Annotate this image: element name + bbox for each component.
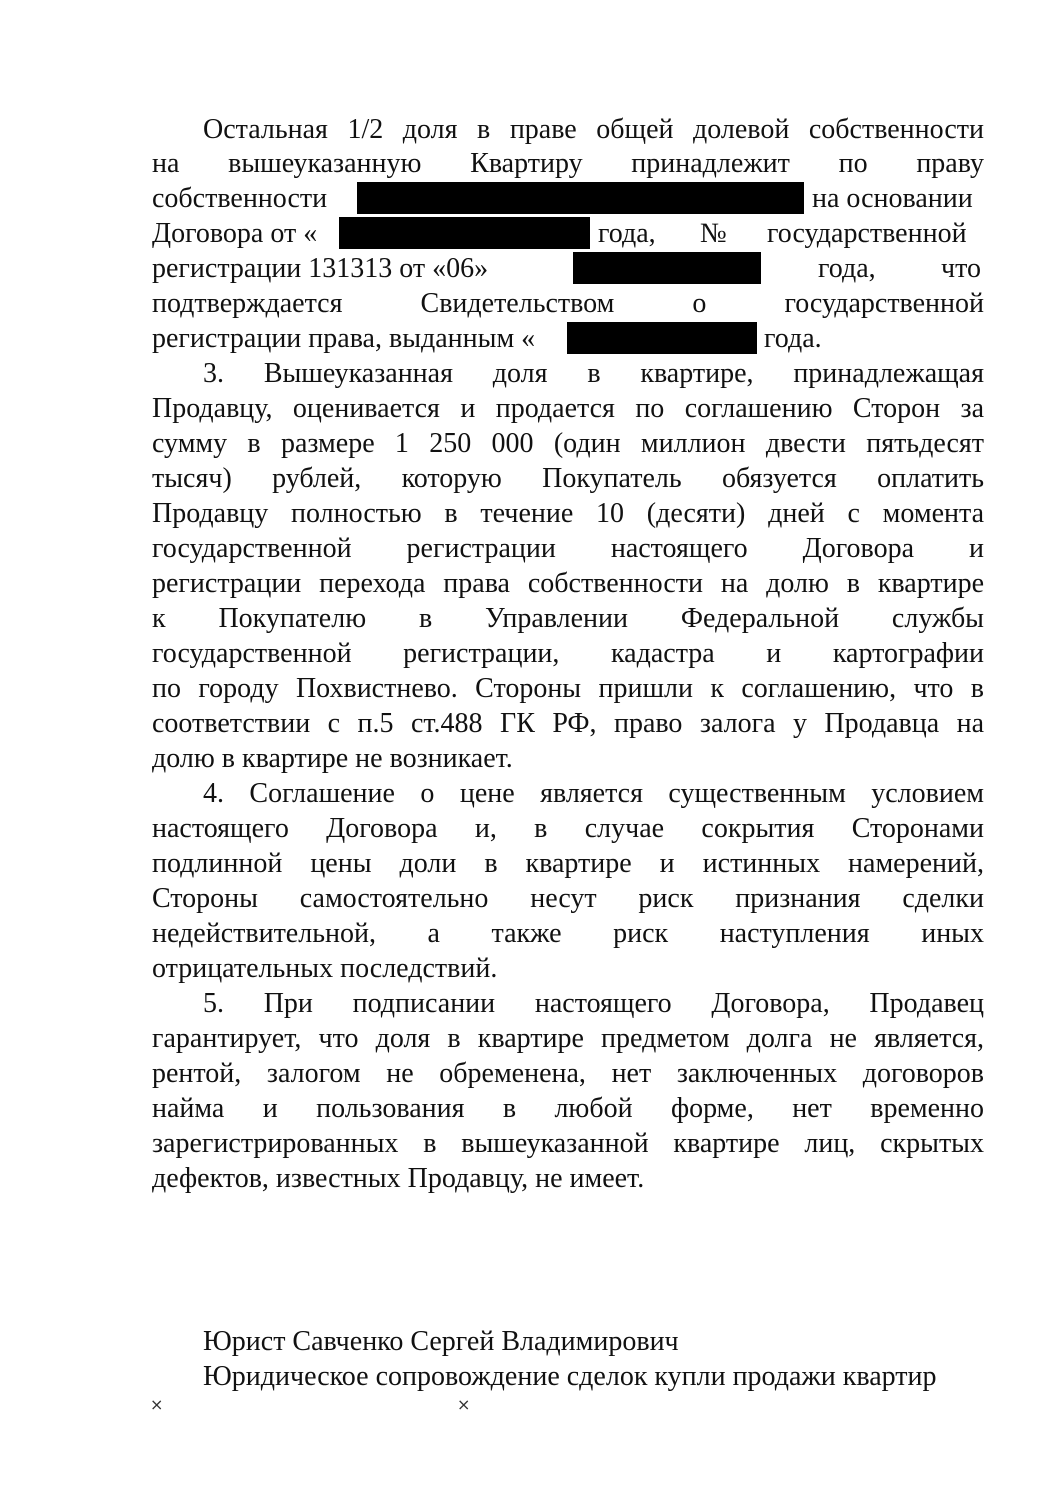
text-line: отрицательных последствий. bbox=[152, 953, 498, 984]
text-line: сумму в размере 1 250 000 (один миллион двести пятьдесят bbox=[152, 428, 984, 459]
text-line: государственной регистрации настоящего Договора и bbox=[152, 533, 984, 564]
text-segment: Договора от « bbox=[152, 218, 318, 249]
signature-name: Юрист Савченко Сергей Владимирович bbox=[203, 1326, 679, 1357]
text-line: настоящего Договора и, в случае сокрытия Сторонами bbox=[152, 813, 984, 844]
signature-service: Юридическое сопровождение сделок купли продажи квартир bbox=[203, 1361, 937, 1392]
text-line: 5. При подписании настоящего Договора, Продавец bbox=[203, 988, 984, 1019]
text-line: на вышеуказанную Квартиру принадлежит по праву bbox=[152, 148, 984, 179]
text-line: регистрации перехода права собственности на долю в квартире bbox=[152, 568, 984, 599]
text-line: 3. Вышеуказанная доля в квартире, принадлежащая bbox=[203, 358, 984, 389]
text-line: к Покупателю в Управлении Федеральной службы bbox=[152, 603, 984, 634]
text-line: Продавцу полностью в течение 10 (десяти) дней с момента bbox=[152, 498, 984, 529]
text-line: зарегистрированных в вышеуказанной квартире лиц, скрытых bbox=[152, 1128, 984, 1159]
text-line: Стороны самостоятельно несут риск признания сделки bbox=[152, 883, 984, 914]
text-line: тысяч) рублей, которую Покупатель обязуется оплатить bbox=[152, 463, 984, 494]
text-line: подтверждается Свидетельством о государственной bbox=[152, 288, 984, 319]
text-line: дефектов, известных Продавцу, не имеет. bbox=[152, 1163, 645, 1194]
text-line: недействительной, а также риск наступления иных bbox=[152, 918, 984, 949]
text-line: гарантирует, что доля в квартире предметом долга не является, bbox=[152, 1023, 984, 1054]
text-line: найма и пользования в любой форме, нет временно bbox=[152, 1093, 984, 1124]
text-segment: что bbox=[941, 253, 981, 284]
text-line: подлинной цены доли в квартире и истинных намерений, bbox=[152, 848, 984, 879]
text-segment: № bbox=[700, 218, 727, 249]
redaction-block bbox=[573, 252, 761, 284]
text-segment: регистрации 131313 от «06» bbox=[152, 253, 489, 284]
redaction-block bbox=[567, 322, 757, 354]
redaction-block bbox=[357, 182, 804, 214]
text-segment: года, bbox=[598, 218, 656, 249]
text-line: рентой, залогом не обременена, нет заключенных договоров bbox=[152, 1058, 984, 1089]
text-line: 4. Соглашение о цене является существенным условием bbox=[203, 778, 984, 809]
redaction-block bbox=[339, 217, 590, 249]
text-line: долю в квартире не возникает. bbox=[152, 743, 513, 774]
text-line: по городу Похвистнево. Стороны пришли к соглашению, что в bbox=[152, 673, 984, 704]
text-segment: регистрации права, выданным « bbox=[152, 323, 536, 354]
text-line: государственной регистрации, кадастра и картографии bbox=[152, 638, 984, 669]
text-segment: на основании bbox=[812, 183, 973, 214]
text-segment: года, bbox=[818, 253, 876, 284]
text-line: соответствии с п.5 ст.488 ГК РФ, право залога у Продавца на bbox=[152, 708, 984, 739]
text-segment: собственности bbox=[152, 183, 328, 214]
text-line: Остальная 1/2 доля в праве общей долевой собственности bbox=[203, 114, 984, 145]
cross-mark-icon: × bbox=[457, 1395, 471, 1414]
text-segment: года. bbox=[764, 323, 822, 354]
cross-mark-icon: × bbox=[150, 1395, 164, 1414]
text-line: Продавцу, оценивается и продается по соглашению Сторон за bbox=[152, 393, 984, 424]
text-segment: государственной bbox=[767, 218, 967, 249]
